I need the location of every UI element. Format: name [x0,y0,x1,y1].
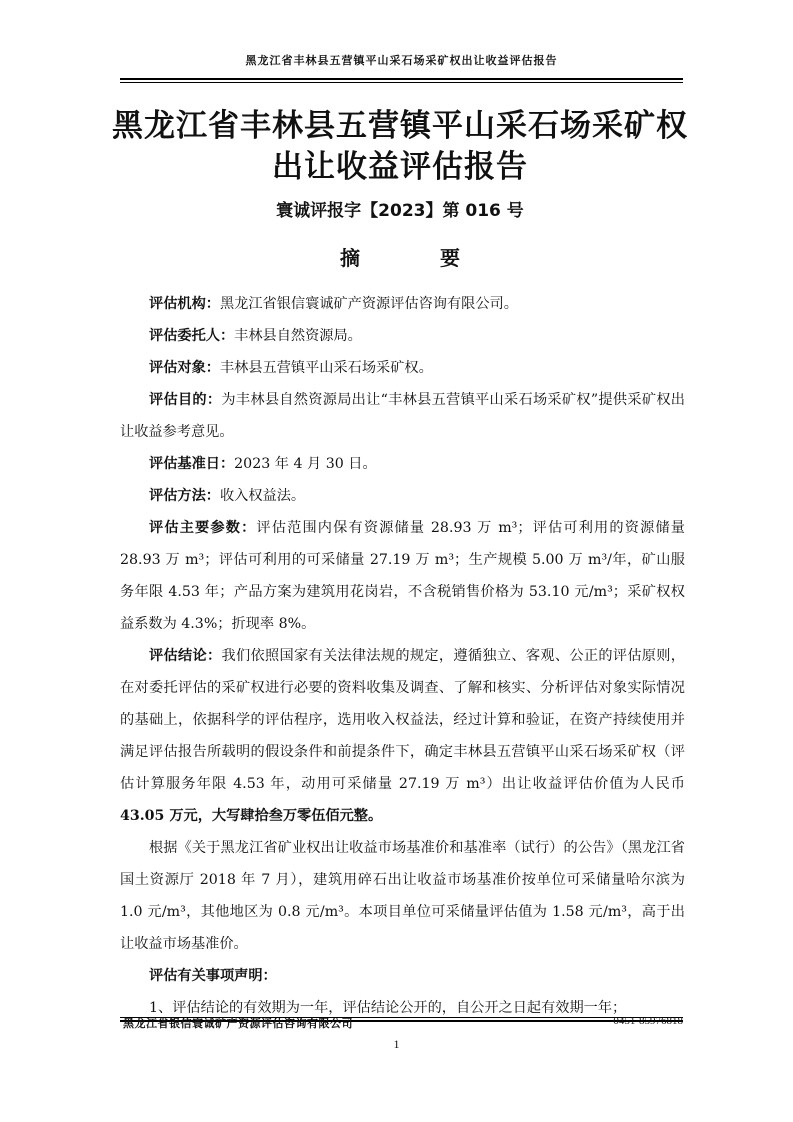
params-value: 评估范围内保有资源储量 28.93 万 m³；评估可利用的资源储量 28.93 万 m³；评估可利用的可采储量 27.19 万 m³；生产规模 5.00 万 m³/年，矿山服务年限 4.53 年；产品方案为建筑用花岗岩，不含税销售价格为 53.10 元/m³；采矿权权益系数为 4.3%；折现率 8%。 [120,520,685,632]
method-paragraph [120,480,685,512]
object-paragraph [120,352,685,384]
report-number: 寰诚评报字【2023】第 016 号 [276,201,524,221]
statement-item-1: 1、评估结论的有效期为一年，评估结论公开的，自公开之日起有效期一年； [149,1000,627,1016]
purpose-label: 评估目的： [149,392,222,408]
method-value: 收入权益法。 [219,488,306,504]
org-value: 黑龙江省银信寰诚矿产资源评估咨询有限公司。 [219,296,518,312]
purpose-value: 为丰林县自然资源局出让“丰林县五营镇平山采石场采矿权”提供采矿权出让收益参考意见。 [120,392,685,440]
object-label: 评估对象： [149,360,220,376]
running-header: 黑龙江省丰林县五营镇平山采石场采矿权出让收益评估报告 [245,54,558,67]
report-title-line2: 出让收益评估报告 [272,149,528,185]
statement-heading [120,960,685,992]
basis-paragraph: 根据《关于黑龙江省矿业权出让收益市场基准价和基准率（试行）的公告》（黑龙江省国土资源厅 2018 年 7 月），建筑用碎石出让收益市场基准价按单位可采储量哈尔滨为 1.0 元/m³，其他地区为 0.8 元/m³。本项目单位可采储量评估值为 1.58 元/m³，高于出让收益市场基准价。 [120,840,685,952]
footer-company: 黑龙江省银信寰诚矿产资源评估咨询有限公司 [123,1017,353,1030]
params-label: 评估主要参数： [149,520,257,536]
object-value: 丰林县五营镇平山采石场采矿权。 [219,360,433,376]
date-paragraph [120,448,685,480]
footer-phone: 0451-85976818 [613,1015,683,1027]
conclusion-value: 我们依照国家有关法律法规的规定，遵循独立、客观、公正的评估原则，在对委托评估的采矿权进行必要的资料收集及调查、了解和核实、分析评估对象实际情况的基础上，依据科学的评估程序，选用收入权益法，经过计算和验证，在资产持续使用并满足评估报告所载明的假设条件和前提条件下，确定丰林县五营镇平山采石场采矿权（评估计算服务年限 4.53 年，动用可采储量 27.19 万 m³）出让收益评估价值为人民币 [120,648,685,792]
report-title-line1: 黑龙江省丰林县五营镇平山采石场采矿权 [112,108,688,144]
statement-label: 评估有关事项声明： [149,968,277,984]
conclusion-amount: 43.05 万元，大写肆拾叁万零伍佰元整。 [120,808,383,824]
org-label: 评估机构： [149,296,220,312]
header-rule-thin [120,82,683,83]
client-label: 评估委托人： [149,328,235,344]
header-rule-thick [120,78,683,80]
date-value: 2023 年 4 月 30 日。 [234,456,377,472]
client-value: 丰林县自然资源局。 [234,328,362,344]
conclusion-paragraph [120,640,685,832]
org-paragraph [120,288,685,320]
conclusion-label: 评估结论： [149,648,222,664]
method-label: 评估方法： [149,488,220,504]
client-paragraph [120,320,685,352]
purpose-paragraph [120,384,685,448]
params-paragraph [120,512,685,640]
page-number: 1 [393,1037,400,1051]
summary-heading: 摘 要 [340,246,490,270]
summary-body [120,288,685,1024]
date-label: 评估基准日： [149,456,235,472]
